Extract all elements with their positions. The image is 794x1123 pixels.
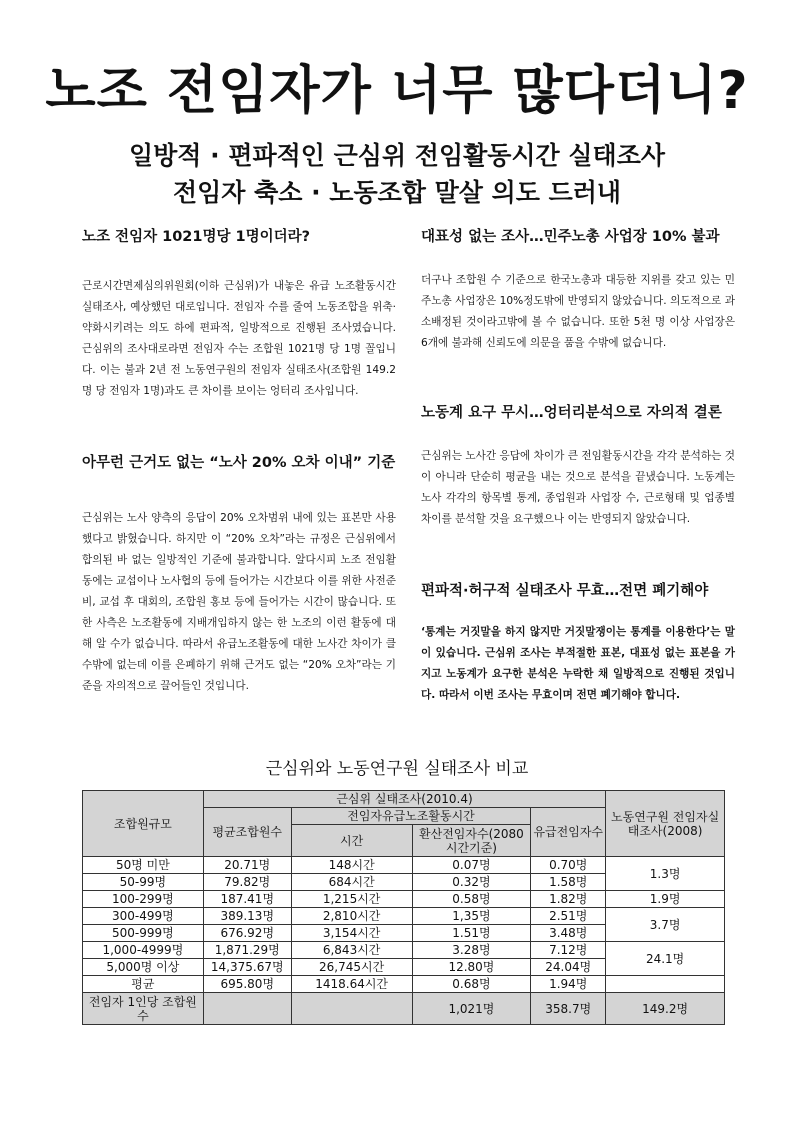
cell-size: 50명 미만 <box>83 857 204 874</box>
header-survey: 근심위 실태조사(2010.4) <box>203 791 605 808</box>
cell-time: 1,215시간 <box>291 891 412 908</box>
cell-kli: 3.7명 <box>606 908 725 942</box>
cell-conv: 3.28명 <box>412 942 531 959</box>
cell-conv: 0.68명 <box>412 976 531 993</box>
comparison-table <box>82 790 725 1025</box>
cell-kli: 24.1명 <box>606 942 725 976</box>
cell-conv: 1,35명 <box>412 908 531 925</box>
table-row-average <box>83 976 725 993</box>
right-section-3 <box>421 578 735 706</box>
header-paid-time: 전임자유급노조활동시간 <box>291 808 531 825</box>
cell-paid: 1.94명 <box>531 976 606 993</box>
cell-per-conv: 1,021명 <box>412 993 531 1025</box>
cell-time: 684시간 <box>291 874 412 891</box>
cell-avg: 676.92명 <box>203 925 291 942</box>
cell-time: 1418.64시간 <box>291 976 412 993</box>
table-row <box>83 908 725 925</box>
header-kli: 노동연구원 전임자실태조사(2008) <box>606 791 725 857</box>
cell-size: 5,000명 이상 <box>83 959 204 976</box>
cell-paid: 0.70명 <box>531 857 606 874</box>
cell-avg: 1,871.29명 <box>203 942 291 959</box>
header-time: 시간 <box>291 825 412 857</box>
cell-avg: 20.71명 <box>203 857 291 874</box>
cell-conv: 12.80명 <box>412 959 531 976</box>
cell-time: 6,843시간 <box>291 942 412 959</box>
left-heading-1: 노조 전임자 1021명당 1명이더라? <box>82 229 311 245</box>
right-paragraph-1: 더구나 조합원 수 기준으로 한국노총과 대등한 지위를 갖고 있는 민주노총 사업장은 10%정도밖에 반영되지 않았습니다. 의도적으로 과소배정된 것이라고밖에 볼 수 없습니다. 또한 5천 명 이상 사업장은 6개에 불과해 신뢰도에 의문을 품을 수밖에 없습니다. <box>421 274 735 349</box>
cell-paid: 1.82명 <box>531 891 606 908</box>
left-heading-2: 아무런 근거도 없는 “노사 20% 오차 이내” 기준 <box>82 455 396 471</box>
cell-time: 26,745시간 <box>291 959 412 976</box>
right-section-1 <box>421 224 735 354</box>
header-avg-members: 평균조합원수 <box>203 808 291 857</box>
cell-time: 148시간 <box>291 857 412 874</box>
right-section-2 <box>421 400 735 530</box>
table-row <box>83 942 725 959</box>
cell-size: 100-299명 <box>83 891 204 908</box>
cell-per-label: 전임자 1인당 조합원수 <box>83 993 204 1025</box>
cell-avg: 389.13명 <box>203 908 291 925</box>
cell-time: 3,154시간 <box>291 925 412 942</box>
cell-paid: 2.51명 <box>531 908 606 925</box>
cell-per-paid: 358.7명 <box>531 993 606 1025</box>
cell-time: 2,810시간 <box>291 908 412 925</box>
page-title: 노조 전임자가 너무 많다더니? <box>45 61 749 121</box>
left-section-1 <box>82 224 396 402</box>
cell-kli: 1.9명 <box>606 891 725 908</box>
header-paid-fulltime: 유급전임자수 <box>531 808 606 857</box>
cell-kli: 1.3명 <box>606 857 725 891</box>
cell-paid: 7.12명 <box>531 942 606 959</box>
cell-per-kli: 149.2명 <box>606 993 725 1025</box>
left-paragraph-2: 근심위는 노사 양측의 응답이 20% 오차범위 내에 있는 표본만 사용했다고 밝혔습니다. 하지만 이 “20% 오차”라는 규정은 근심위에서 합의된 바 없는 일방적인 기준에 불과합니다. 알다시피 노조 전임활동에는 교섭이나 노사협의 등에 들어가는 시간보다 이를 위한 사전준비, 교섭 후 대회의, 조합원 홍보 등에 들어가는 시간이 많습니다. 또한 사측은 노조활동에 지배개입하지 않는 한 노조의 이런 활동에 대해 알 수가 없습니다. 따라서 유급노조활동에 대한 노사간 차이가 클 수밖에 없는데 이를 은폐하기 위해 근거도 없는 “20% 오차”라는 기준을 자의적으로 끌어들인 것입니다. <box>82 512 396 692</box>
cell-avg: 695.80명 <box>203 976 291 993</box>
cell-conv: 0.58명 <box>412 891 531 908</box>
cell-avg: 187.41명 <box>203 891 291 908</box>
cell-size: 500-999명 <box>83 925 204 942</box>
right-paragraph-3: ‘통계는 거짓말을 하지 않지만 거짓말쟁이는 통계를 이용한다’는 말이 있습니다. 근심위 조사는 부적절한 표본, 대표성 없는 표본을 가지고 노동계가 요구한 분석은 누락한 채 일방적으로 진행된 것입니다. 따라서 이번 조사는 무효이며 전면 폐기해야 합니다. <box>421 626 735 701</box>
cell-paid: 1.58명 <box>531 874 606 891</box>
table-row <box>83 857 725 874</box>
cell-size: 300-499명 <box>83 908 204 925</box>
cell-conv: 1.51명 <box>412 925 531 942</box>
right-paragraph-2: 근심위는 노사간 응답에 차이가 큰 전임활동시간을 각각 분석하는 것이 아니라 단순히 평균을 내는 것으로 분석을 끝냈습니다. 노동계는 노사 각각의 항목별 통계, 종업원과 사업장 수, 근로형태 및 업종별 차이를 분석할 것을 요구했으나 이는 반영되지 않았습니다. <box>421 450 735 525</box>
table-title: 근심위와 노동연구원 실태조사 비교 <box>265 759 529 779</box>
subtitle-line-1: 일방적 · 편파적인 근심위 전임활동시간 실태조사 <box>128 141 666 170</box>
cell-paid: 24.04명 <box>531 959 606 976</box>
header-size: 조합원규모 <box>83 791 204 857</box>
header-converted: 환산전임자수(2080시간기준) <box>412 825 531 857</box>
cell-size: 1,000-4999명 <box>83 942 204 959</box>
left-section-2 <box>82 450 396 697</box>
cell-paid: 3.48명 <box>531 925 606 942</box>
cell-avg: 79.82명 <box>203 874 291 891</box>
cell-size: 평균 <box>83 976 204 993</box>
table-row-per-fulltime <box>83 993 725 1025</box>
cell-empty <box>606 976 725 993</box>
cell-conv: 0.07명 <box>412 857 531 874</box>
right-heading-3: 편파적·허구적 실태조사 무효…전면 폐기해야 <box>421 583 709 599</box>
cell-empty <box>291 993 412 1025</box>
cell-avg: 14,375.67명 <box>203 959 291 976</box>
table-row <box>83 891 725 908</box>
cell-conv: 0.32명 <box>412 874 531 891</box>
cell-size: 50-99명 <box>83 874 204 891</box>
subtitle-line-2: 전임자 축소 · 노동조합 말살 의도 드러내 <box>172 178 622 207</box>
left-paragraph-1: 근로시간면제심의위원회(이하 근심위)가 내놓은 유급 노조활동시간 실태조사, 예상했던 대로입니다. 전임자 수를 줄여 노동조합을 위축·약화시키려는 의도 하에 편파적, 일방적으로 진행된 조사였습니다. 근심위의 조사대로라면 전임자 수는 조합원 1021명 당 1명 꼴입니다. 이는 불과 2년 전 노동연구원의 전임자 실태조사(조합원 149.2명 당 전임자 1명)과도 큰 차이를 보이는 엉터리 조사입니다. <box>82 280 396 397</box>
right-heading-1: 대표성 없는 조사…민주노총 사업장 10% 불과 <box>421 229 720 245</box>
right-heading-2: 노동계 요구 무시…엉터리분석으로 자의적 결론 <box>421 405 722 421</box>
cell-empty <box>203 993 291 1025</box>
